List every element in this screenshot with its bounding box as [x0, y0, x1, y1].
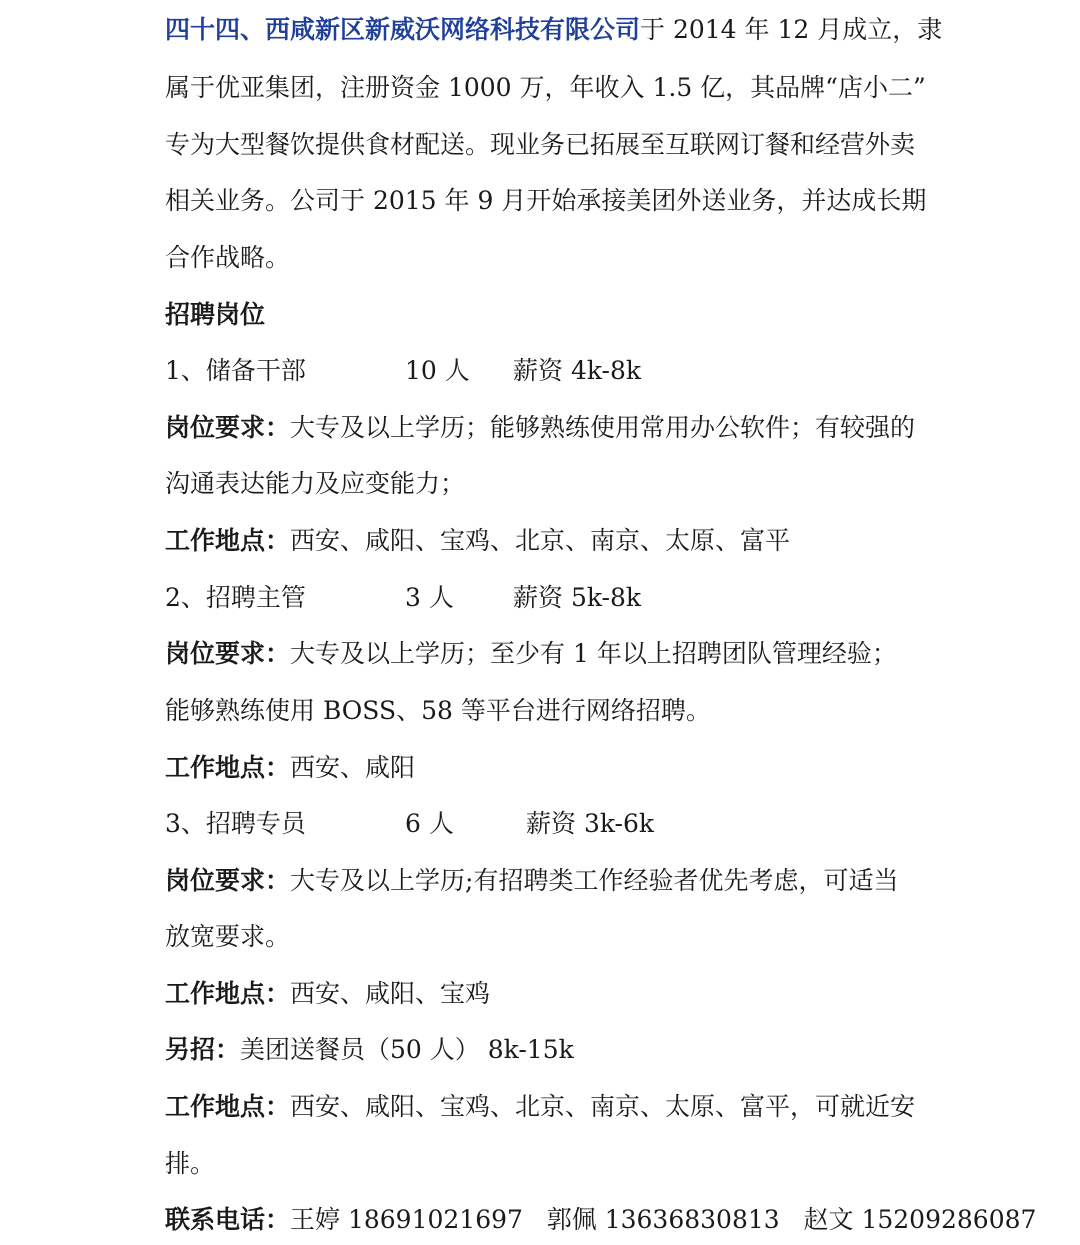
position-1-title: 1、储备干部 — [165, 356, 306, 385]
company-name: 四十四、西咸新区新威沃网络科技有限公司 — [165, 15, 641, 44]
position-2-location — [165, 750, 415, 786]
extra-hiring-label: 另招： — [165, 1035, 241, 1064]
extra-hiring — [165, 1032, 574, 1068]
position-1-loc-text: 西安、咸阳、宝鸡、北京、南京、太原、富平 — [290, 526, 791, 555]
position-2-title: 2、招聘主管 — [165, 583, 306, 612]
extra-location-line-2: 排。 — [165, 1149, 216, 1178]
position-2-salary: 薪资 5k-8k — [513, 583, 642, 612]
position-1-location — [165, 523, 790, 559]
contact — [165, 1202, 1036, 1238]
position-2-req-text: 大专及以上学历；至少有 1 年以上招聘团队管理经验； — [290, 639, 897, 668]
position-3-loc-text: 西安、咸阳、宝鸡 — [290, 979, 491, 1008]
position-3-count: 6 人 — [405, 809, 454, 838]
position-2-req-label: 岗位要求： — [165, 639, 291, 668]
position-2-requirements — [165, 636, 897, 672]
intro-line-5: 合作战略。 — [165, 243, 291, 272]
position-3-header — [165, 806, 965, 842]
intro-line-1 — [165, 12, 942, 48]
section-title: 招聘岗位 — [165, 300, 266, 329]
position-2-count: 3 人 — [405, 583, 454, 612]
position-1-loc-label: 工作地点： — [165, 526, 291, 555]
position-3-requirements — [165, 863, 898, 899]
position-3-salary: 薪资 3k-6k — [526, 809, 655, 838]
position-1-req-text: 大专及以上学历；能够熟练使用常用办公软件；有较强的 — [290, 413, 916, 442]
extra-location — [165, 1089, 915, 1125]
extra-loc-text: 西安、咸阳、宝鸡、北京、南京、太原、富平，可就近安 — [290, 1092, 916, 1121]
position-1-salary: 薪资 4k-8k — [513, 356, 642, 385]
extra-loc-label: 工作地点： — [165, 1092, 291, 1121]
extra-hiring-text: 美团送餐员（50 人） 8k-15k — [240, 1035, 574, 1064]
intro-line-3: 专为大型餐饮提供食材配送。现业务已拓展至互联网订餐和经营外卖 — [165, 130, 916, 159]
position-1-header — [165, 353, 965, 389]
position-3-req-line-2: 放宽要求。 — [165, 922, 291, 951]
position-3-loc-label: 工作地点： — [165, 979, 291, 1008]
position-2-loc-text: 西安、咸阳 — [290, 753, 416, 782]
contact-label: 联系电话： — [165, 1205, 291, 1234]
position-3-title: 3、招聘专员 — [165, 809, 306, 838]
position-1-requirements — [165, 410, 915, 446]
position-2-loc-label: 工作地点： — [165, 753, 291, 782]
position-2-req-line-2: 能够熟练使用 BOSS、58 等平台进行网络招聘。 — [165, 696, 711, 725]
position-3-req-label: 岗位要求： — [165, 866, 291, 895]
intro-line-4: 相关业务。公司于 2015 年 9 月开始承接美团外送业务，并达成长期 — [165, 186, 927, 215]
intro-line-1-rest: 于 2014 年 12 月成立，隶 — [640, 15, 943, 44]
position-3-location — [165, 976, 490, 1012]
position-2-header — [165, 580, 965, 616]
position-1-req-label: 岗位要求： — [165, 413, 291, 442]
position-1-req-line-2: 沟通表达能力及应变能力； — [165, 469, 466, 498]
position-3-req-text: 大专及以上学历;有招聘类工作经验者优先考虑，可适当 — [290, 866, 899, 895]
position-1-count: 10 人 — [405, 356, 470, 385]
contact-phones: 王婷 18691021697 郭佩 13636830813 赵文 15209286087 — [290, 1205, 1037, 1234]
intro-line-2: 属于优亚集团，注册资金 1000 万，年收入 1.5 亿，其品牌“店小二” — [165, 73, 926, 102]
